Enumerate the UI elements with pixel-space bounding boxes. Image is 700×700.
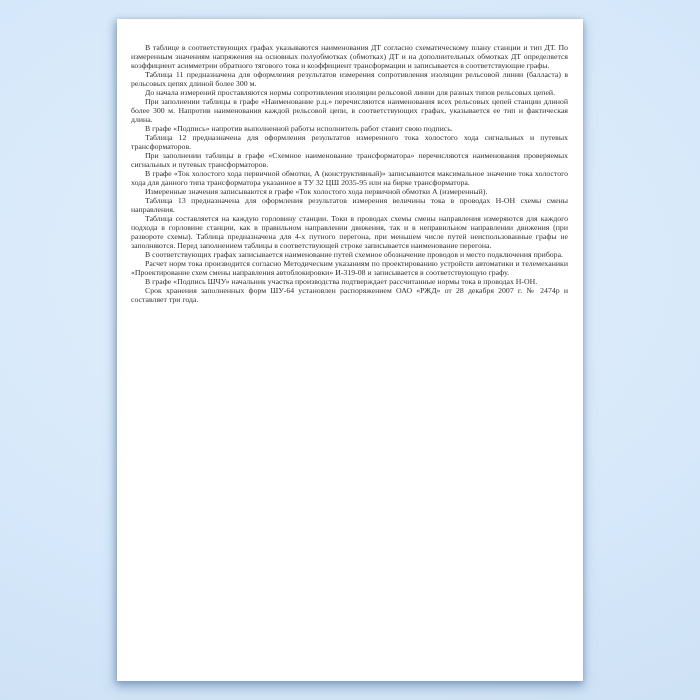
paragraph: В соответствующих графах записывается наименование путей схемное обозначение проводов и место подключения прибора. xyxy=(145,250,563,259)
paragraph: До начала измерений проставляются нормы сопротивления изоляции рельсовой линии для разных типов рельсовых цепей. xyxy=(145,88,556,97)
paragraph: Измеренные значения записываются в графе «Ток холостого хода первичной обмотки А (измеренный). xyxy=(145,187,488,196)
paragraph: Таблица 12 предназначена для оформления результатов измеренного тока холостого хода сигнальных и путевых трансформаторов. xyxy=(131,133,568,151)
document-page xyxy=(117,19,583,681)
paragraph: В графе «Подпись ШЧУ» начальник участка производства подтверждает рассчитанные нормы тока в проводах Н-ОН. xyxy=(145,277,538,286)
paragraph: При заполнении таблицы в графе «Схемное наименование трансформатора» перечисляются наименования проверяемых сигнальных и путевых трансформаторов. xyxy=(131,151,568,169)
paragraph: Таблица 11 предназначена для оформления результатов измерения сопротивления изоляции рельсовой линии (балласта) в рельсовых цепях длиной более 300 м. xyxy=(131,70,568,88)
paragraph: Расчет норм тока производится согласно Методическим указаниям по проектированию устройств автоматики и телемеханики «Проектирование схем смены направления автоблокировки» И-319-08 и записывается в соответствующую графу. xyxy=(131,259,568,277)
paragraph: В графе «Ток холостого хода первичной обмотки, А (конструктивный)» записываются максимальное значение тока холостого хода для данного типа трансформатора указанное в ТУ 32 ЦШ 2035-95 или на бирке трансформатора. xyxy=(131,169,568,187)
paragraph: При заполнении таблицы в графе «Наименование р.ц.» перечисляются наименования всех рельсовых цепей станции длиной более 300 м. Напротив наименования каждой рельсовой цепи, в соответствующих графах, указывается ее тип и фактическая длина. xyxy=(131,97,568,124)
paragraph: В графе «Подпись» напротив выполненной работы исполнитель работ ставит свою подпись. xyxy=(145,124,453,133)
paragraph: Таблица 13 предназначена для оформления результатов измерения величины тока в проводах Н-ОН схемы смены направления. xyxy=(131,196,568,214)
paragraph: Таблица составляется на каждую горловину станции. Токи в проводах схемы смены направления измеряются для каждого подхода в горловине станции, как в правильном направлении движения, так и в неправильном направлении движения (при развороте схемы). Таблица предназначена для 4-х путного перегона, при меньшем числе путей неиспользованные графы не заполняются. Перед заполнением таблицы в соответствующей строке записывается наименование перегона. xyxy=(131,214,568,250)
paragraph: Срок хранения заполненных форм ШУ-64 установлен распоряжением ОАО «РЖД» от 28 декабря 2007 г. № 2474р и составляет три года. xyxy=(131,286,568,304)
paragraph: В таблице в соответствующих графах указываются наименования ДТ согласно схематическому плану станции и тип ДТ. По измеренным значениям напряжения на основных полуобмотках (обмотках) ДТ и на дополнительных обмотках ДТ определяется коэффициент асимметрии обратного тягового тока и коэффициент трансформации и записывается в соответствующие графы. xyxy=(131,43,568,70)
page-text xyxy=(131,43,568,304)
